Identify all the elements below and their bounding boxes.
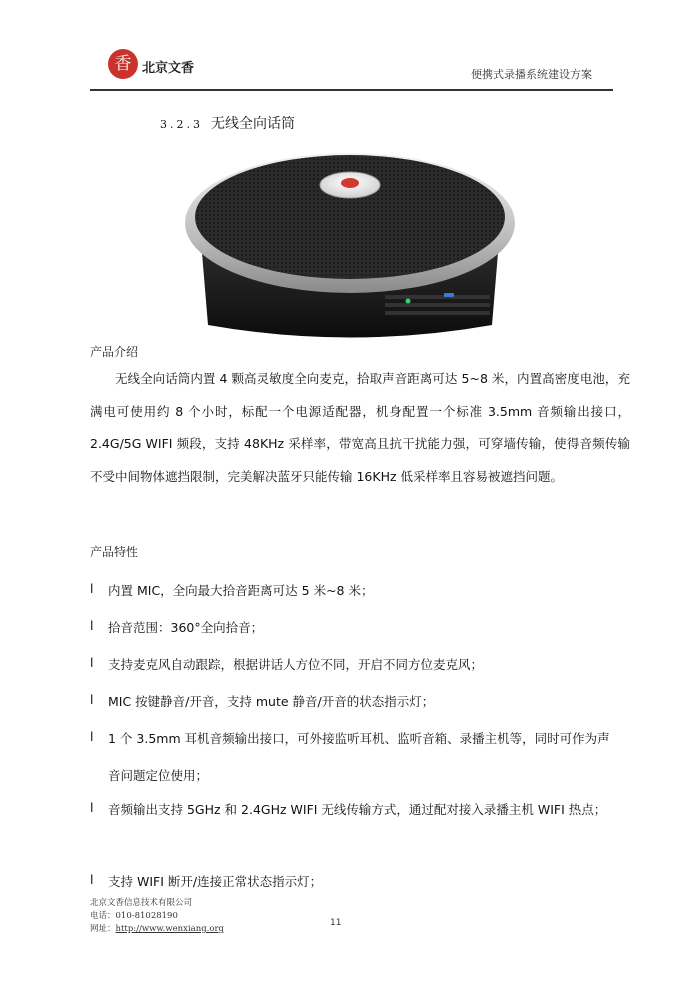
footer-site-link[interactable]: http://www.wenxiang.org [115,924,224,934]
company-name: 北京文香 [142,61,195,76]
features-heading: 产品特性 [90,545,139,559]
footer-website [90,922,224,934]
feature-text: 支持 WIFI 断开/连接正常状态指示灯； [108,874,323,889]
bullet-mark: l [90,800,94,815]
bullet-mark: l [90,729,94,744]
document-title: 便携式录播系统建设方案 [471,68,592,81]
logo-glyph: 香 [114,54,132,74]
feature-text: 音频输出支持 5GHz 和 2.4GHz WIFI 无线传输方式，通过配对接入录播主机 WIFI 热点； [108,802,607,817]
feature-text: 拾音范围：360°全向拾音； [108,620,264,635]
feature-text: 内置 MIC，全向最大拾音距离可达 5 米~8 米； [108,583,374,598]
section-title: 无线全向话筒 [211,116,295,132]
bullet-mark: l [90,618,94,633]
section-number: 3.2.3 [160,118,203,131]
company-logo [108,49,138,79]
header-divider [90,89,613,91]
section-heading [160,113,295,133]
footer-company: 北京文香信息技术有限公司 [90,898,193,908]
intro-text: 无线全向话筒内置 4 颗高灵敏度全向麦克，拾取声音距离可达 5~8 米，内置高密度电池，充满电可使用约 8 个小时，标配一个电源适配器，机身配置一个标准 3.5mm 音频输出接口，2.4G/5G WIFI 频段，支持 48KHz 采样率，带宽高且抗干扰能力强，可穿墙传输，使得音频传输不受中间物体遮挡限制，完美解决蓝牙只能传输 16KHz 低采样率且容易被遮挡问题。 [90,371,630,484]
feature-text: 1 个 3.5mm 耳机音频输出接口，可外接监听耳机、监听音箱、录播主机等，同时可作为声音问题定位使用； [108,731,610,783]
bullet-mark: l [90,692,94,707]
page-number: 11 [330,918,342,928]
footer-site-label: 网址： [90,924,116,934]
feature-text: MIC 按键静音/开音，支持 mute 静音/开音的状态指示灯； [108,694,435,709]
bullet-mark: l [90,581,94,596]
footer-phone-label: 电话： [90,911,116,921]
footer-phone-value: 010-81028190 [115,911,178,921]
intro-heading: 产品介绍 [90,345,139,359]
footer-phone [90,909,178,921]
intro-paragraph [90,363,630,493]
bullet-mark: l [90,655,94,670]
bullet-mark: l [90,872,94,887]
product-photo [180,145,520,345]
feature-text: 支持麦克风自动跟踪，根据讲话人方位不同，开启不同方位麦克风； [108,657,484,672]
